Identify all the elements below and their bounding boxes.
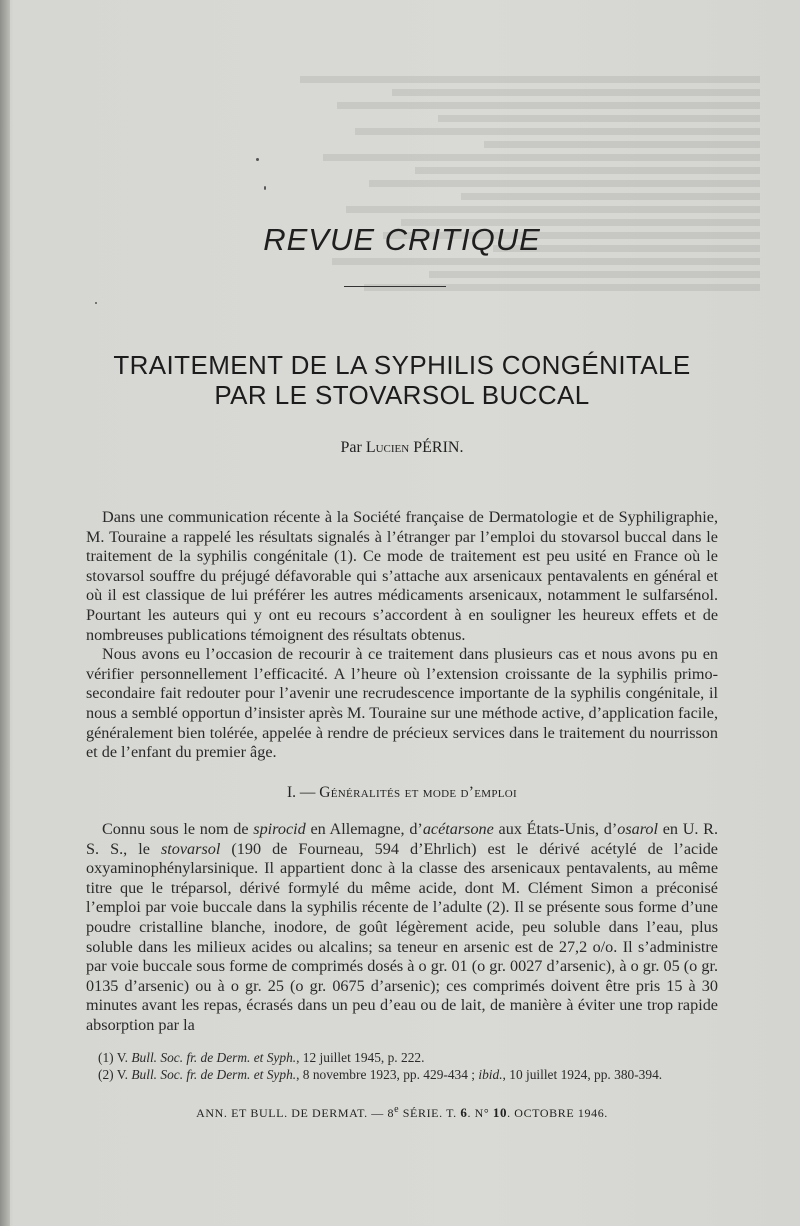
intro-paragraph-2: Nous avons eu l’occasion de recourir à ce traitement dans plusieurs cas et nous avons pu en vérifier personnellement l’efficacité. A l’heure où l’extension croissante de la syphilis primo-secondaire fait redouter pour l’avenir une recrudescence importante de la syphilis congénitale, il nous a semblé opportun d’insister après M. Touraine sur une méthode active, d’application facile, généralement bien tolérée, appelée à rendre de précieux services dans le traitement du nourrisson et de l’enfant du premier âge. bbox=[86, 645, 718, 762]
author-last-name: PÉRIN. bbox=[413, 439, 464, 456]
bleed-through-text bbox=[300, 70, 760, 370]
page-binding-edge bbox=[0, 0, 10, 1226]
section-heading bbox=[86, 784, 718, 802]
author-first-name: Lucien bbox=[365, 439, 410, 456]
introduction bbox=[86, 508, 718, 763]
scan-speck bbox=[264, 186, 266, 190]
byline-prefix: Par bbox=[340, 439, 362, 456]
section-dash: — bbox=[299, 784, 316, 801]
footnote-1: (1) V. Bull. Soc. fr. de Derm. et Syph., 12 juillet 1945, p. 222. bbox=[98, 1050, 425, 1065]
footnotes bbox=[86, 1050, 718, 1083]
running-footer: ANN. ET BULL. DE DERMAT. — 8e SÉRIE. T. 6. N° 10. OCTOBRE 1946. bbox=[196, 1104, 608, 1120]
section-title: REVUE CRITIQUE bbox=[263, 222, 541, 257]
article-title bbox=[80, 350, 724, 410]
section-body bbox=[86, 820, 718, 1036]
title-rule bbox=[344, 286, 446, 287]
scan-speck bbox=[95, 302, 97, 304]
scan-speck bbox=[256, 158, 259, 161]
article-title-line-2: PAR LE STOVARSOL BUCCAL bbox=[214, 380, 590, 410]
intro-paragraph-1: Dans une communication récente à la Société française de Dermatologie et de Syphiligraphie, M. Touraine a rappelé les résultats signalés à l’étranger par l’emploi du stovarsol buccal dans le traitement de la syphilis congénitale (1). Ce mode de traitement est peu usité en France où le stovarsol souffre du préjugé défavorable qui s’attache aux arsenicaux pentavalents en général et où il est classique de lui préférer les autres médicaments arsenicaux, notamment le sulfarsénol. Pourtant les auteurs qui y ont eu recours s’accordent à en souligner les heureux effets et de nombreuses publications témoignent des résultats obtenus. bbox=[86, 508, 718, 644]
section-paragraph-1: Connu sous le nom de spirocid en Allemagne, d’acétarsone aux États-Unis, d’osarol en U. R. S. S., le stovarsol (190 de Fourneau, 594 d’Ehrlich) est le dérivé acétylé de l’acide oxyaminophénylarsinique. Il appartient donc à la classe des arsenicaux pentavalents, au même titre que le tréparsol, dérivé formylé du même acide, dont M. Clément Simon a préconisé l’emploi par voie buccale dans la syphilis récente de l’adulte (2). Il se présente sous forme d’une poudre cristalline blanche, inodore, de goût légèrement acide, peu soluble dans l’eau, plus soluble dans les milieux acides ou alcalins; sa teneur en arsenic est de 27,2 o/o. Il s’administre par voie buccale sous forme de comprimés dosés à o gr. 01 (o gr. 0027 d’arsenic), à o gr. 05 (o gr. 0135 d’arsenic) ou à o gr. 25 (o gr. 0675 d’arsenic); ces comprimés doivent être pris 15 à 30 minutes avant les repas, écrasés dans un peu d’eau ou de lait, de manière à éviter une trop rapide absorption par la bbox=[86, 820, 719, 1034]
byline bbox=[86, 439, 718, 457]
section-number: I. bbox=[287, 784, 297, 801]
section-heading-text: Généralités et mode d’emploi bbox=[319, 784, 517, 801]
article-title-line-1: TRAITEMENT DE LA SYPHILIS CONGÉNITALE bbox=[113, 350, 691, 380]
footnote-2: (2) V. Bull. Soc. fr. de Derm. et Syph., 8 novembre 1923, pp. 429-434 ; ibid., 10 juillet 1924, pp. 380-394. bbox=[98, 1066, 663, 1082]
